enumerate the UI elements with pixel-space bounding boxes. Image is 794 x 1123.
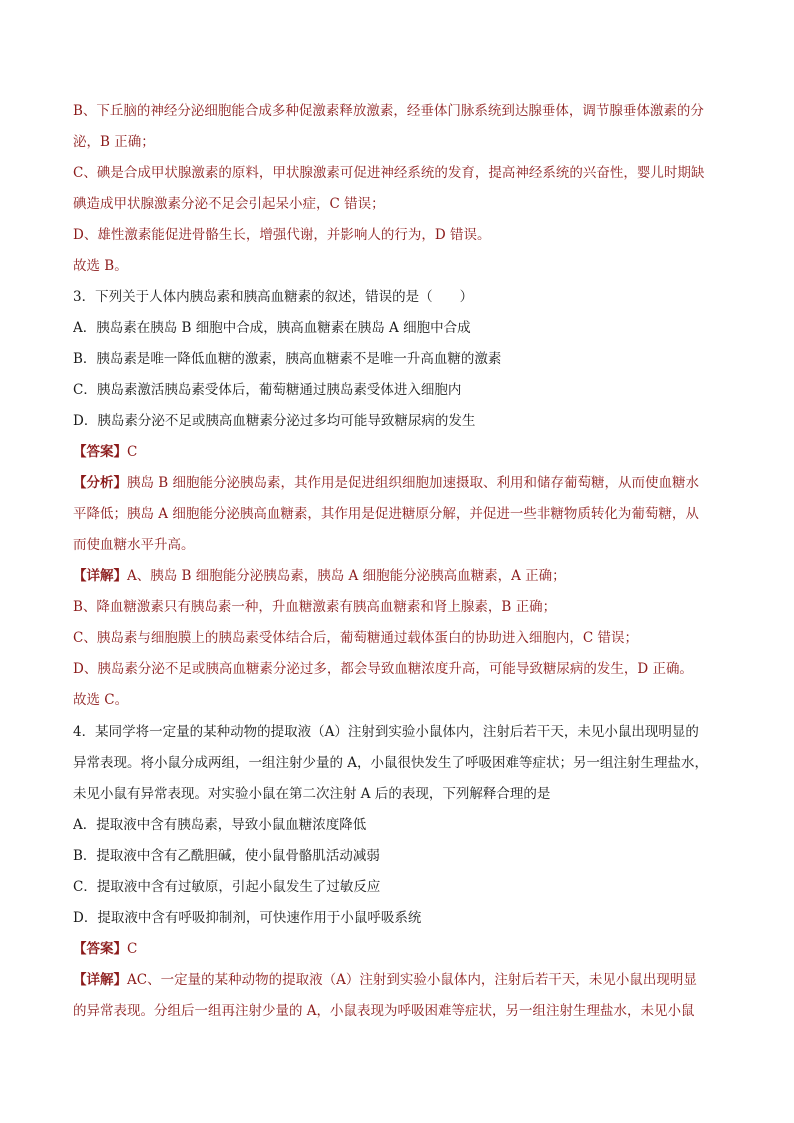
detail-line-2: B、降血糖激素只有胰岛素一种，升血糖激素有胰高血糖素和肾上腺素，B 正确； xyxy=(73,599,557,615)
question-stem: 3．下列关于人体内胰岛素和胰高血糖素的叙述，错误的是（ ） xyxy=(73,289,474,305)
detail-line-2: 的异常表现。分组后一组再注射少量的 A，小鼠表现为呼吸困难等症状，另一组注射生理盐水，未见小鼠 xyxy=(73,1003,695,1019)
question-stem-line-1: 4．某同学将一定量的某种动物的提取液（A）注射到实验小鼠体内，注射后若干天，未见小鼠出现明显的 xyxy=(73,724,699,740)
detail-tag: 【详解】 xyxy=(73,568,127,584)
option-b: B．提取液中含有乙酰胆碱，使小鼠骨骼肌活动减弱 xyxy=(73,848,380,864)
question-stem-line-3: 未见小鼠有异常表现。对实验小鼠在第二次注射 A 后的表现，下列解释合理的是 xyxy=(73,786,551,802)
answer-tag: 【答案】 xyxy=(73,941,127,957)
explanation-line-d: D、雄性激素能促进骨骼生长，增强代谢，并影响人的行为，D 错误。 xyxy=(73,227,491,243)
analysis-tag: 【分析】 xyxy=(73,475,127,491)
answer-value: C xyxy=(127,941,138,957)
answer-line xyxy=(73,437,727,468)
option-b: B．胰岛素是唯一降低血糖的激素，胰高血糖素不是唯一升高血糖的激素 xyxy=(73,351,502,367)
detail-line-1 xyxy=(73,965,727,996)
conclusion: 故选 C。 xyxy=(73,692,129,708)
option-c: C．提取液中含有过敏原，引起小鼠发生了过敏反应 xyxy=(73,879,381,895)
detail-text: AC、一定量的某种动物的提取液（A）注射到实验小鼠体内，注射后若干天，未见小鼠出现明显 xyxy=(127,972,697,988)
option-d: D．提取液中含有呼吸抑制剂，可快速作用于小鼠呼吸系统 xyxy=(73,910,422,926)
option-a: A．提取液中含有胰岛素，导致小鼠血糖浓度降低 xyxy=(73,817,367,833)
question-stem-line-2: 异常表现。将小鼠分成两组，一组注射少量的 A，小鼠很快发生了呼吸困难等症状；另一组注射生理盐水， xyxy=(73,755,709,771)
analysis-line-1 xyxy=(73,468,727,499)
detail-line-3: C、胰岛素与细胞膜上的胰岛素受体结合后，葡萄糖通过载体蛋白的协助进入细胞内，C 错误； xyxy=(73,630,638,646)
prev-explanation xyxy=(73,96,727,282)
answer-line xyxy=(73,934,727,965)
analysis-text: 胰岛 B 细胞能分泌胰岛素，其作用是促进组织细胞加速摄取、利用和储存葡萄糖，从而使血糖水 xyxy=(127,475,700,491)
answer-tag: 【答案】 xyxy=(73,444,127,460)
explanation-line-c2: 碘造成甲状腺激素分泌不足会引起呆小症，C 错误； xyxy=(73,196,385,212)
explanation-line-b1: B、下丘脑的神经分泌细胞能合成多种促激素释放激素，经垂体门脉系统到达腺垂体，调节腺垂体激素的分 xyxy=(73,103,704,119)
detail-line-4: D、胰岛素分泌不足或胰高血糖素分泌过多，都会导致血糖浓度升高，可能导致糖尿病的发生，D 正确。 xyxy=(73,661,693,677)
analysis-line-2: 平降低；胰岛 A 细胞能分泌胰高血糖素，其作用是促进糖原分解，并促进一些非糖物质转化为葡萄糖，从 xyxy=(73,506,699,522)
analysis-line-3: 而使血糖水平升高。 xyxy=(73,537,195,553)
option-c: C．胰岛素激活胰岛素受体后，葡萄糖通过胰岛素受体进入细胞内 xyxy=(73,382,462,398)
answer-value: C xyxy=(127,444,138,460)
option-a: A．胰岛素在胰岛 B 细胞中合成，胰高血糖素在胰岛 A 细胞中合成 xyxy=(73,320,471,336)
detail-text: A、胰岛 B 细胞能分泌胰岛素，胰岛 A 细胞能分泌胰高血糖素，A 正确； xyxy=(127,568,566,584)
explanation-line-b2: 泌，B 正确； xyxy=(73,134,155,150)
option-d: D．胰岛素分泌不足或胰高血糖素分泌过多均可能导致糖尿病的发生 xyxy=(73,413,476,429)
detail-tag: 【详解】 xyxy=(73,972,127,988)
question-4 xyxy=(73,717,727,1027)
explanation-line-c1: C、碘是合成甲状腺激素的原料，甲状腺激素可促进神经系统的发育，提高神经系统的兴奋性，婴儿时期缺 xyxy=(73,165,705,181)
conclusion: 故选 B。 xyxy=(73,258,128,274)
detail-line-1 xyxy=(73,561,727,592)
question-3 xyxy=(73,282,727,716)
